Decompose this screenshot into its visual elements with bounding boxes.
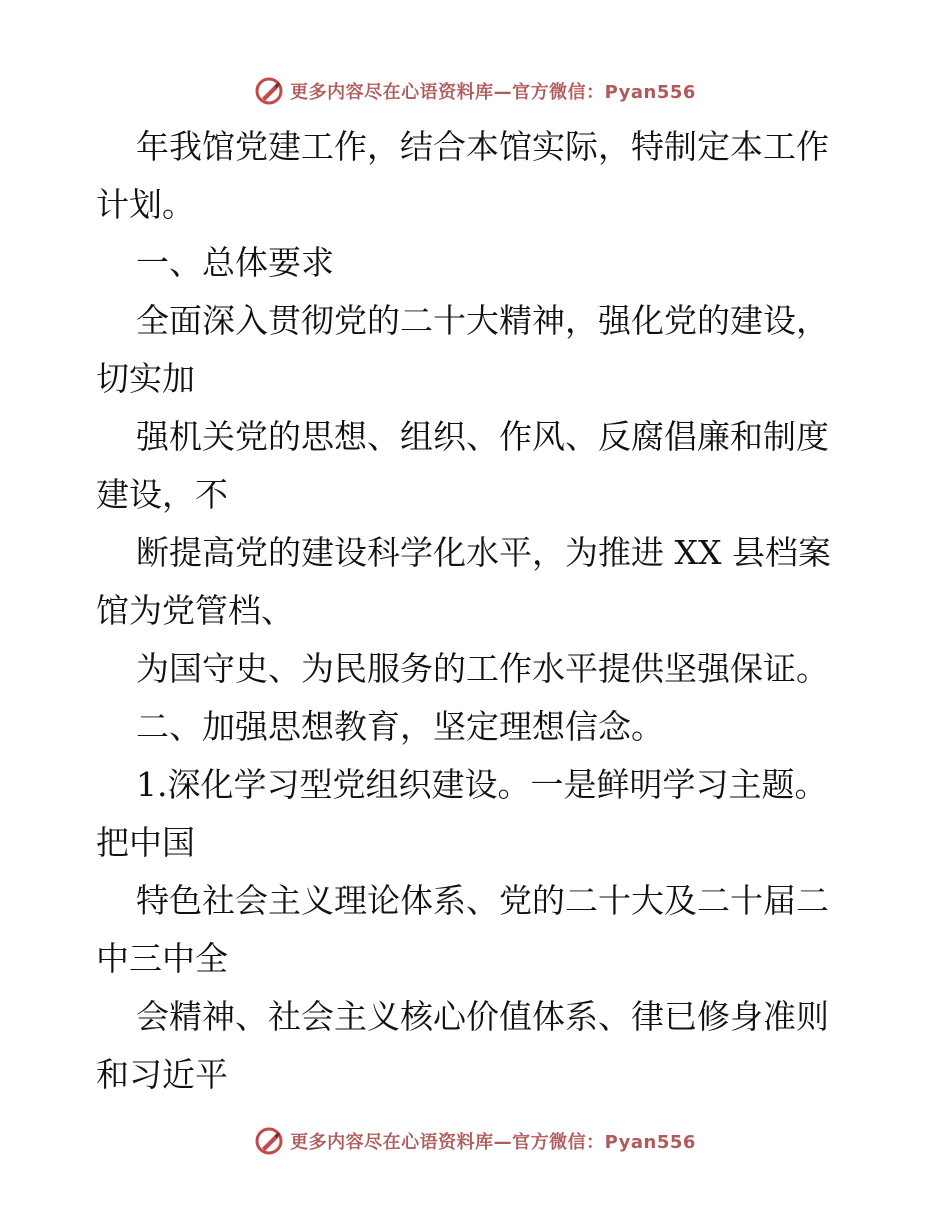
- body-text-line: 断提高党的建设科学化水平，为推进 XX 县档案: [136, 533, 831, 572]
- pen-logo-icon: [254, 1126, 284, 1156]
- pen-logo-icon: [254, 76, 284, 106]
- body-text-line: 中三中全: [96, 939, 228, 978]
- body-text-line: 年我馆党建工作，结合本馆实际，特制定本工作: [136, 127, 829, 166]
- body-text-line: 切实加: [96, 359, 195, 398]
- body-text-line: 把中国: [96, 823, 195, 862]
- footer-watermark: [0, 1124, 950, 1158]
- body-text-line: 会精神、社会主义核心价值体系、律已修身准则: [136, 997, 829, 1036]
- body-text-line: 和习近平: [96, 1055, 228, 1094]
- document-body: [96, 118, 866, 1104]
- header-watermark-text: 更多内容尽在心语资料库—官方微信：Pyan556: [290, 82, 696, 103]
- body-text-line: 强机关党的思想、组织、作风、反腐倡廉和制度: [136, 417, 829, 456]
- footer-watermark-text: 更多内容尽在心语资料库—官方微信：Pyan556: [290, 1132, 696, 1153]
- body-text-line: 为国守史、为民服务的工作水平提供坚强保证。: [136, 649, 829, 688]
- body-text-line: 1.深化学习型党组织建设。一是鲜明学习主题。: [136, 765, 828, 804]
- body-text-line: 一、总体要求: [136, 243, 334, 282]
- body-text-line: 特色社会主义理论体系、党的二十大及二十届二: [136, 881, 829, 920]
- body-text-line: 二、加强思想教育，坚定理想信念。: [136, 707, 664, 746]
- body-text-line: 全面深入贯彻党的二十大精神，强化党的建设，: [136, 301, 829, 340]
- header-watermark: [0, 74, 950, 108]
- body-text-line: 馆为党管档、: [96, 591, 294, 630]
- body-text-line: 建设，不: [96, 475, 228, 514]
- body-text-line: 计划。: [96, 185, 195, 224]
